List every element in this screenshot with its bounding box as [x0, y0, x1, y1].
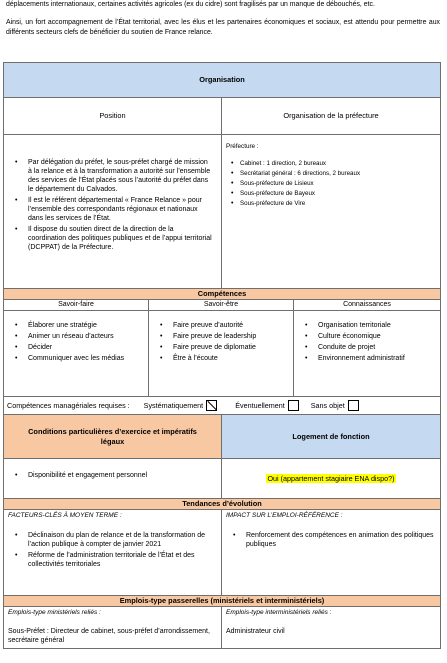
competences-title: Compétences	[4, 289, 440, 299]
checkbox-sans-objet[interactable]	[348, 400, 359, 411]
savoir-faire-list	[8, 322, 142, 364]
savoir-etre-list	[153, 322, 289, 364]
tendances-header-row	[4, 498, 440, 509]
list-item: • Élaborer une stratégie	[8, 322, 142, 331]
logement-value: Oui (appartement stagiaire ENA dispo?)	[267, 473, 395, 483]
passerelles-content-row	[4, 606, 440, 648]
list-item: • Organisation territoriale	[298, 322, 436, 331]
ministeriels-value: Sous-Préfet : Directeur de cabinet, sous-préfet d’arrondissement, secrétaire général	[8, 628, 210, 645]
list-item: • Renforcement des compétences en animation des politiques publiques	[226, 532, 436, 550]
connaissances-header: Connaissances	[293, 300, 440, 310]
position-cell	[4, 135, 221, 288]
savoir-etre-header: Savoir-être	[148, 300, 293, 310]
list-item: • Environnement administratif	[298, 355, 436, 364]
option-sans-objet-label: Sans objet	[310, 400, 345, 410]
competences-subheader-row	[4, 299, 440, 310]
conditions-list	[8, 472, 217, 481]
impact-list	[226, 532, 436, 550]
organisation-header-row	[4, 63, 440, 97]
checkbox-systematiquement[interactable]	[206, 400, 217, 411]
position-list	[8, 159, 213, 253]
list-item: • Cabinet : 1 direction, 2 bureaux	[226, 160, 436, 168]
interministeriels-cell	[221, 607, 440, 648]
list-item: • Par délégation du préfet, le sous-préfet chargé de mission à la relance et à la transformation a autorité sur l’ensemble des services de l’État placés sous l’autorité du préfet dans le département du Calvados.	[8, 159, 213, 195]
list-item: • Déclinaison du plan de relance et de la transformation de l’action publique à compter de janvier 2021	[8, 532, 217, 550]
impact-cell	[221, 510, 440, 595]
passerelles-header-row	[4, 595, 440, 606]
savoir-faire-header: Savoir-faire	[58, 301, 94, 308]
competences-content-row	[4, 310, 440, 396]
connaissances-list	[298, 322, 436, 364]
list-item: • Communiquer avec les médias	[8, 355, 142, 364]
list-item: • Faire preuve de diplomatie	[153, 344, 289, 353]
managerial-cell	[4, 397, 440, 414]
managerial-label: Compétences managériales requises :	[7, 400, 130, 410]
interministeriels-value: Administrateur civil	[226, 628, 285, 636]
job-description-table	[3, 62, 441, 649]
intro-paragraph-1: déplacements internationaux, certaines activités agricoles (ex du cidre) sont fragilisés par un manque de débouchés, etc.	[6, 1, 375, 8]
prefecture-cell	[221, 135, 440, 288]
list-item: • Faire preuve d’autorité	[153, 322, 289, 331]
organisation-subheader-row	[4, 97, 440, 134]
list-item: • Sous-préfecture de Lisieux	[226, 180, 436, 188]
conditions-content-row	[4, 458, 440, 498]
list-item: • Faire preuve de leadership	[153, 333, 289, 342]
list-item: • Décider	[8, 344, 142, 353]
option-eventuellement-label: Éventuellement	[235, 400, 285, 410]
tendances-title: Tendances d’évolution	[4, 499, 440, 509]
list-item: • Animer un réseau d’acteurs	[8, 333, 142, 342]
conditions-cell	[4, 459, 221, 498]
conditions-title: Conditions particulières d’exercice et impératifs légaux	[4, 415, 221, 458]
logement-title: Logement de fonction	[221, 415, 440, 458]
facteurs-list	[8, 532, 217, 570]
list-item: • Réforme de l’administration territoriale de l’État et des collectivités territoriales	[8, 552, 217, 570]
position-header: Position	[99, 111, 126, 121]
intro-paragraph-2: Ainsi, un fort accompagnement de l’État territorial, avec les élus et les partenaires économiques et sociaux, est attendu pour permettre aux différents secteurs clefs de bénéficier du soutien de France relance.	[6, 18, 440, 37]
organisation-title: Organisation	[4, 63, 440, 97]
list-item: • Culture économique	[298, 333, 436, 342]
intro-text	[6, 0, 440, 46]
list-item: • Il est le référent départemental « France Relance » pour l’ensemble des correspondants régionaux et nationaux dans les services de l’État.	[8, 197, 213, 224]
list-item: • Disponibilité et engagement personnel	[8, 472, 217, 481]
checkbox-eventuellement[interactable]	[288, 400, 299, 411]
interministeriels-label: Emplois-type interministériels reliés :	[226, 609, 332, 616]
passerelles-title: Emplois-type passerelles (ministériels et interministériels)	[4, 596, 440, 606]
list-item: • Secrétariat général : 6 directions, 2 bureaux	[226, 170, 436, 178]
ministeriels-cell	[4, 607, 221, 648]
connaissances-cell	[293, 311, 440, 396]
list-item: • Il dispose du soutien direct de la direction de la coordination des politiques publiques et de l’appui territorial (DCPPAT) de la Préfecture.	[8, 226, 213, 253]
list-item: • Sous-préfecture de Vire	[226, 200, 436, 208]
managerial-row	[4, 396, 440, 414]
conditions-header-row	[4, 414, 440, 458]
competences-header-row	[4, 288, 440, 299]
organisation-content-row	[4, 134, 440, 288]
option-systematiquement-label: Systématiquement	[143, 400, 204, 410]
list-item: • Sous-préfecture de Bayeux	[226, 190, 436, 198]
logement-cell	[221, 459, 440, 498]
prefecture-header: Organisation de la préfecture	[221, 98, 440, 134]
ministeriels-label: Emplois-type ministériels reliés :	[8, 609, 101, 616]
tendances-content-row	[4, 509, 440, 595]
facteurs-header: FACTEURS-CLÉS À MOYEN TERME :	[8, 512, 122, 519]
savoir-faire-cell	[4, 311, 148, 396]
impact-header: IMPACT SUR L’EMPLOI-RÉFÉRENCE :	[226, 512, 343, 519]
facteurs-cell	[4, 510, 221, 595]
list-item: • Conduite de projet	[298, 344, 436, 353]
prefecture-list	[226, 160, 436, 208]
savoir-etre-cell	[148, 311, 293, 396]
list-item: • Être à l’écoute	[153, 355, 289, 364]
prefecture-label: Préfecture :	[226, 143, 259, 150]
